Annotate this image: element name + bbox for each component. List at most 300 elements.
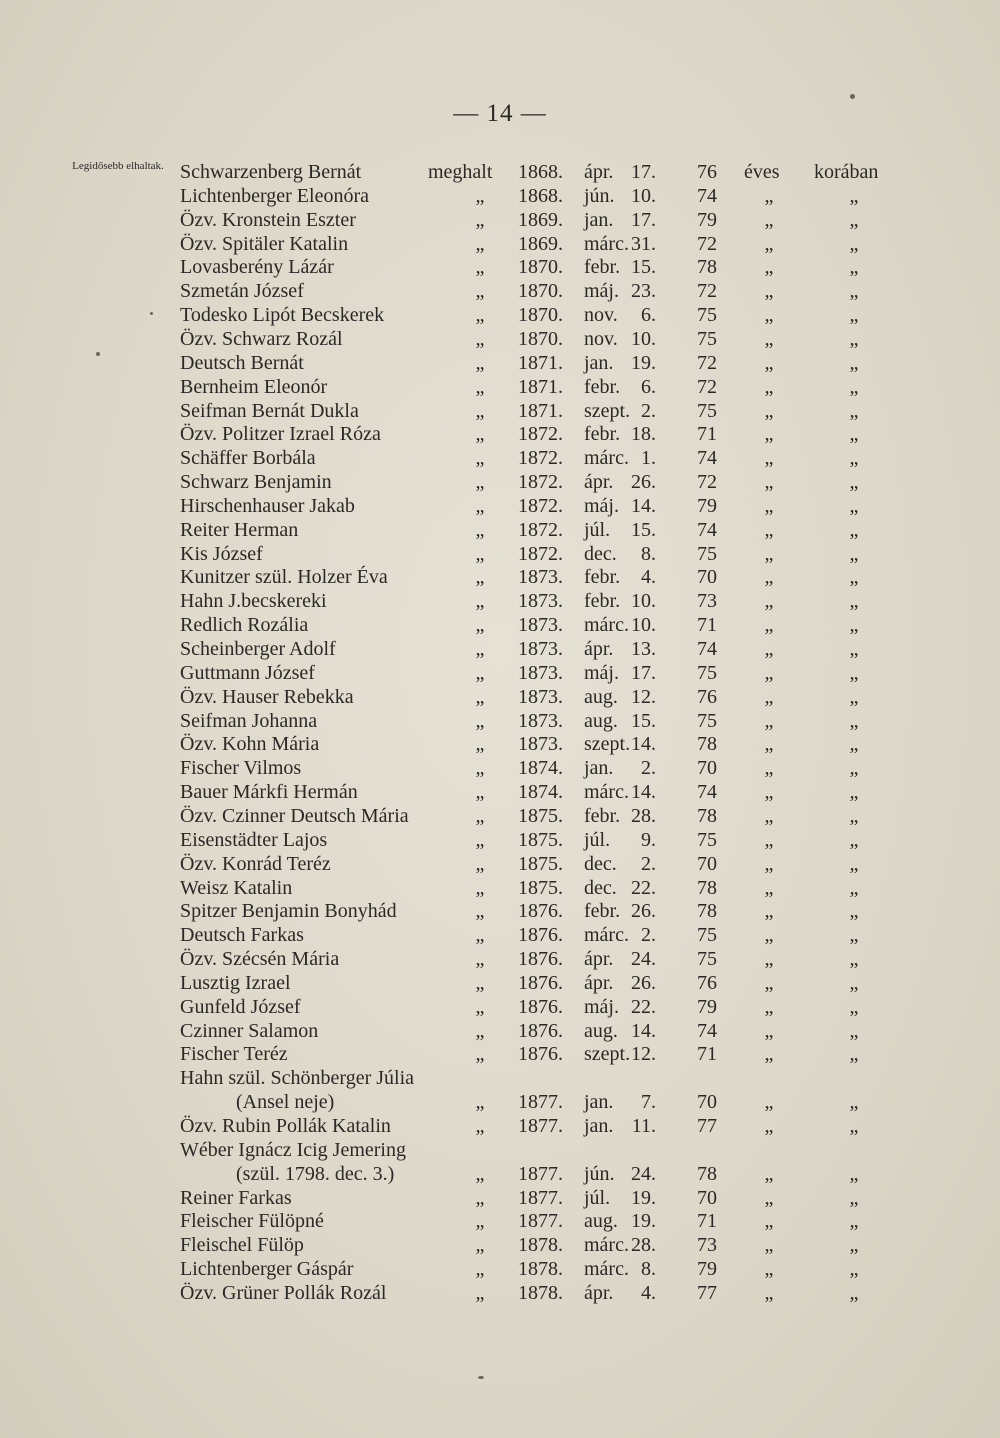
ditto-mark: „: [764, 304, 774, 327]
death-year: 1871.: [518, 375, 563, 398]
record-name: (Ansel neje): [236, 1091, 335, 1114]
ditto-mark: „: [475, 1115, 485, 1137]
death-month: szept.: [584, 1043, 631, 1066]
death-month: márc.: [584, 924, 629, 947]
ditto-mark: „: [475, 494, 485, 517]
record-name: Wéber Ignácz Icig Jemering: [180, 1138, 406, 1161]
ditto-mark: „: [764, 828, 774, 851]
ditto-mark: „: [849, 948, 859, 971]
ditto-mark: „: [475, 995, 485, 1018]
death-month: júl.: [584, 828, 611, 851]
death-month: jan.: [584, 208, 614, 231]
age-at-death: 76: [697, 161, 717, 183]
record-name: Seifman Bernát Dukla: [180, 399, 359, 422]
death-day: 13.: [631, 638, 656, 660]
ditto-mark: „: [475, 852, 485, 875]
death-year: 1878.: [518, 1281, 563, 1304]
record-row: [0, 565, 1000, 589]
record-row: [0, 542, 1000, 566]
death-day: 17.: [631, 161, 656, 183]
ditto-mark: „: [475, 1210, 485, 1233]
death-day: 11.: [631, 1115, 656, 1137]
death-month: dec.: [584, 876, 617, 899]
age-at-death: 78: [697, 256, 717, 279]
record-name: Özv. Szécsén Mária: [180, 948, 340, 971]
ditto-mark: „: [475, 781, 485, 804]
ditto-mark: „: [475, 900, 485, 923]
record-row: [0, 351, 1000, 375]
ditto-mark: „: [475, 971, 485, 994]
death-month: febr.: [584, 375, 621, 398]
death-month: márc.: [584, 447, 629, 470]
record-row: [0, 780, 1000, 804]
death-day: 26.: [631, 971, 656, 994]
record-name: Özv. Konrád Teréz: [180, 852, 331, 875]
record-name: Lichtenberger Gáspár: [180, 1258, 354, 1281]
ditto-mark: „: [764, 614, 774, 637]
record-row: [0, 971, 1000, 995]
ditto-mark: „: [764, 423, 774, 446]
death-month: aug.: [584, 685, 618, 708]
death-month: jan.: [584, 1115, 614, 1137]
death-year: 1873.: [518, 661, 563, 684]
ditto-mark: „: [475, 876, 485, 899]
ditto-mark: „: [475, 1162, 485, 1185]
death-day: 17.: [631, 208, 656, 231]
record-name: Szmetán József: [180, 280, 304, 303]
ditto-mark: „: [849, 256, 859, 279]
age-at-death: 78: [697, 900, 717, 923]
ditto-mark: „: [849, 828, 859, 851]
age-at-death: 78: [697, 876, 717, 899]
age-at-death: 70: [697, 1091, 717, 1114]
record-row: [0, 852, 1000, 876]
record-name: Lovasberény Lázár: [180, 256, 334, 279]
record-name: Özv. Schwarz Rozál: [180, 327, 343, 350]
ditto-mark: „: [849, 423, 859, 446]
record-row: [0, 494, 1000, 518]
ditto-mark: „: [475, 1091, 485, 1114]
ditto-mark: „: [764, 494, 774, 517]
ditto-mark: „: [764, 566, 774, 589]
age-at-death: 75: [697, 948, 717, 971]
record-row: [0, 613, 1000, 637]
age-at-death: 75: [697, 542, 717, 565]
death-day: 2.: [641, 924, 656, 947]
death-month: aug.: [584, 1210, 618, 1233]
age-at-death: 70: [697, 757, 717, 780]
ditto-mark: „: [764, 1210, 774, 1233]
record-row: [0, 1186, 1000, 1210]
death-day: 4.: [641, 566, 656, 589]
record-name: Özv. Czinner Deutsch Mária: [180, 804, 409, 827]
age-at-death: 73: [697, 1234, 717, 1257]
record-row: [0, 1138, 1000, 1162]
ditto-mark: „: [849, 590, 859, 613]
age-at-death: 72: [697, 351, 717, 374]
age-at-death: 75: [697, 661, 717, 684]
age-at-death: 77: [697, 1115, 717, 1137]
death-month: jan.: [584, 351, 614, 374]
ink-speck: [478, 1376, 484, 1379]
ditto-mark: „: [849, 638, 859, 660]
record-row: [0, 327, 1000, 351]
death-day: 6.: [641, 375, 656, 398]
ditto-mark: „: [475, 828, 485, 851]
death-year: 1872.: [518, 471, 563, 494]
record-name: Özv. Politzer Izrael Róza: [180, 423, 381, 446]
death-day: 4.: [641, 1281, 656, 1304]
ditto-mark: „: [849, 757, 859, 780]
death-day: 10.: [631, 614, 656, 637]
ditto-mark: „: [764, 1115, 774, 1137]
ink-speck: [96, 352, 100, 356]
death-year: 1875.: [518, 804, 563, 827]
age-at-death: 76: [697, 971, 717, 994]
death-year: 1872.: [518, 518, 563, 541]
ditto-mark: „: [849, 614, 859, 637]
ditto-mark: „: [849, 184, 859, 207]
death-month: nov.: [584, 327, 618, 350]
ditto-mark: „: [764, 757, 774, 780]
ditto-mark: „: [475, 1019, 485, 1042]
ditto-mark: „: [475, 733, 485, 756]
age-at-death: 74: [697, 1019, 717, 1042]
record-row: [0, 1257, 1000, 1281]
ditto-mark: „: [764, 661, 774, 684]
record-row: [0, 804, 1000, 828]
ditto-mark: „: [764, 1019, 774, 1042]
death-day: 2.: [641, 852, 656, 875]
record-name: Weisz Katalin: [180, 876, 293, 899]
death-year: 1875.: [518, 828, 563, 851]
age-at-death: 78: [697, 1162, 717, 1185]
age-at-death: 70: [697, 852, 717, 875]
death-year: 1875.: [518, 852, 563, 875]
death-day: 24.: [631, 1162, 656, 1185]
record-row: [0, 422, 1000, 446]
death-year: 1873.: [518, 638, 563, 660]
ditto-mark: „: [849, 280, 859, 303]
record-name: Özv. Hauser Rebekka: [180, 685, 354, 708]
death-day: 23.: [631, 280, 656, 303]
death-day: 12.: [631, 1043, 656, 1066]
age-at-death: 72: [697, 471, 717, 494]
ditto-mark: „: [764, 1258, 774, 1281]
ditto-mark: „: [849, 995, 859, 1018]
ditto-mark: „: [475, 590, 485, 613]
record-name: Gunfeld József: [180, 995, 301, 1018]
record-name: Redlich Rozália: [180, 614, 309, 637]
record-row: [0, 995, 1000, 1019]
ditto-mark: „: [764, 542, 774, 565]
death-day: 24.: [631, 948, 656, 971]
death-year: 1868.: [518, 161, 563, 183]
ditto-mark: „: [764, 1281, 774, 1304]
age-at-death: 75: [697, 399, 717, 422]
age-at-death: 74: [697, 638, 717, 660]
death-year: 1875.: [518, 876, 563, 899]
record-name: Reiner Farkas: [180, 1186, 292, 1209]
ditto-mark: „: [849, 1281, 859, 1304]
ditto-mark: „: [764, 1162, 774, 1185]
age-at-death: 70: [697, 566, 717, 589]
ditto-mark: „: [764, 804, 774, 827]
record-row: [0, 303, 1000, 327]
ditto-mark: „: [849, 1186, 859, 1209]
ditto-mark: „: [764, 399, 774, 422]
death-year: 1868.: [518, 184, 563, 207]
death-year: 1876.: [518, 948, 563, 971]
death-month: máj.: [584, 280, 619, 303]
ditto-mark: „: [849, 876, 859, 899]
record-row: [0, 1019, 1000, 1043]
ditto-mark: „: [475, 1234, 485, 1257]
death-month: nov.: [584, 304, 618, 327]
ditto-mark: „: [764, 852, 774, 875]
ditto-mark: „: [849, 1162, 859, 1185]
ditto-mark: „: [475, 614, 485, 637]
death-year: 1877.: [518, 1115, 563, 1137]
death-year: 1873.: [518, 685, 563, 708]
ditto-mark: „: [475, 661, 485, 684]
death-day: 8.: [641, 542, 656, 565]
death-month: febr.: [584, 423, 621, 446]
ditto-mark: „: [475, 709, 485, 732]
age-at-death: 74: [697, 518, 717, 541]
record-name: Deutsch Bernát: [180, 351, 304, 374]
ditto-mark: „: [475, 280, 485, 303]
record-row: [0, 1233, 1000, 1257]
ditto-mark: „: [475, 1258, 485, 1281]
record-name: Reiter Herman: [180, 518, 299, 541]
age-at-death: 74: [697, 184, 717, 207]
record-name: Fischer Teréz: [180, 1043, 288, 1066]
age-at-death: 74: [697, 447, 717, 470]
ditto-mark: „: [849, 900, 859, 923]
record-name: Hahn J.becskereki: [180, 590, 327, 613]
record-name: Schwarz Benjamin: [180, 471, 332, 494]
record-name: Özv. Rubin Pollák Katalin: [180, 1115, 391, 1137]
age-at-death: 76: [697, 685, 717, 708]
record-name: Özv. Kronstein Eszter: [180, 208, 356, 231]
ditto-mark: „: [849, 327, 859, 350]
ditto-mark: „: [764, 447, 774, 470]
ditto-mark: „: [764, 948, 774, 971]
ditto-mark: „: [849, 709, 859, 732]
record-row: [0, 255, 1000, 279]
ditto-mark: „: [475, 471, 485, 494]
death-day: 10.: [631, 590, 656, 613]
death-month: júl.: [584, 1186, 611, 1209]
death-month: ápr.: [584, 948, 614, 971]
death-year: 1877.: [518, 1186, 563, 1209]
ditto-mark: „: [849, 1019, 859, 1042]
death-month: febr.: [584, 900, 621, 923]
death-day: 8.: [641, 1258, 656, 1281]
death-month: jún.: [584, 184, 615, 207]
age-at-death: 73: [697, 590, 717, 613]
ditto-mark: „: [475, 1281, 485, 1304]
record-row: [0, 208, 1000, 232]
ditto-mark: „: [764, 781, 774, 804]
death-day: 15.: [631, 709, 656, 732]
death-year: 1869.: [518, 208, 563, 231]
age-at-death: 71: [697, 423, 717, 446]
death-day: 14.: [631, 494, 656, 517]
record-name: Lichtenberger Eleonóra: [180, 184, 369, 207]
death-day: 28.: [631, 804, 656, 827]
record-name: Todesko Lipót Becskerek: [180, 304, 385, 327]
death-year: 1872.: [518, 447, 563, 470]
ditto-mark: „: [475, 542, 485, 565]
ditto-mark: „: [849, 232, 859, 255]
death-day: 1.: [641, 447, 656, 470]
death-year: 1877.: [518, 1091, 563, 1114]
death-month: aug.: [584, 709, 618, 732]
record-name: Deutsch Farkas: [180, 924, 304, 947]
death-year: 1876.: [518, 924, 563, 947]
ditto-mark: „: [849, 566, 859, 589]
ditto-mark: „: [764, 184, 774, 207]
ditto-mark: „: [849, 1234, 859, 1257]
ditto-mark: „: [475, 208, 485, 231]
death-day: 18.: [631, 423, 656, 446]
death-month: jún.: [584, 1162, 615, 1185]
death-year: 1871.: [518, 399, 563, 422]
death-year: 1876.: [518, 995, 563, 1018]
ditto-mark: „: [849, 1258, 859, 1281]
ditto-mark: „: [764, 1234, 774, 1257]
ditto-mark: „: [475, 924, 485, 947]
record-name: Bauer Márkfi Hermán: [180, 781, 358, 804]
death-day: 19.: [631, 351, 656, 374]
record-row: [0, 518, 1000, 542]
record-row: [0, 470, 1000, 494]
death-month: márc.: [584, 1258, 629, 1281]
ditto-mark: „: [849, 924, 859, 947]
ditto-mark: „: [764, 1186, 774, 1209]
death-year: 1874.: [518, 757, 563, 780]
record-row: [0, 637, 1000, 661]
ditto-mark: „: [764, 638, 774, 660]
ditto-mark: „: [849, 208, 859, 231]
death-day: 31.: [631, 232, 656, 255]
death-month: márc.: [584, 1234, 629, 1257]
death-month: febr.: [584, 804, 621, 827]
record-row: [0, 184, 1000, 208]
age-at-death: 70: [697, 1186, 717, 1209]
death-month: dec.: [584, 542, 617, 565]
death-day: 15.: [631, 518, 656, 541]
ditto-mark: „: [849, 399, 859, 422]
death-year: 1872.: [518, 423, 563, 446]
age-at-death: 71: [697, 1210, 717, 1233]
death-year: 1877.: [518, 1162, 563, 1185]
record-name: Kunitzer szül. Holzer Éva: [180, 566, 388, 589]
record-row: [0, 446, 1000, 470]
ditto-mark: „: [475, 948, 485, 971]
side-note: Legidősebb elhaltak.: [72, 160, 164, 172]
age-at-death: 79: [697, 494, 717, 517]
death-day: 10.: [631, 184, 656, 207]
ditto-mark: „: [475, 757, 485, 780]
died-word: meghalt: [428, 161, 493, 183]
record-name: Hahn szül. Schönberger Júlia: [180, 1067, 415, 1090]
record-name: Fischer Vilmos: [180, 757, 302, 780]
death-day: 7.: [641, 1091, 656, 1114]
ditto-mark: „: [764, 709, 774, 732]
age-at-death: 74: [697, 781, 717, 804]
age-at-death: 72: [697, 232, 717, 255]
death-year: 1876.: [518, 1019, 563, 1042]
death-day: 15.: [631, 256, 656, 279]
age-at-death: 79: [697, 995, 717, 1018]
record-name: Spitzer Benjamin Bonyhád: [180, 900, 397, 923]
ditto-mark: „: [764, 375, 774, 398]
ditto-mark: „: [475, 304, 485, 327]
death-day: 19.: [631, 1210, 656, 1233]
age-at-death: 75: [697, 304, 717, 327]
death-day: 10.: [631, 327, 656, 350]
record-row: [0, 399, 1000, 423]
age-at-death: 79: [697, 1258, 717, 1281]
death-month: jan.: [584, 1091, 614, 1114]
ditto-mark: „: [764, 733, 774, 756]
record-row: [0, 756, 1000, 780]
ditto-mark: „: [849, 518, 859, 541]
ditto-mark: „: [764, 900, 774, 923]
death-month: ápr.: [584, 471, 614, 494]
ditto-mark: „: [475, 256, 485, 279]
record-name: (szül. 1798. dec. 3.): [236, 1162, 395, 1185]
ditto-mark: „: [849, 661, 859, 684]
ditto-mark: „: [849, 852, 859, 875]
record-row: [0, 1209, 1000, 1233]
ditto-mark: „: [849, 733, 859, 756]
death-year: 1877.: [518, 1210, 563, 1233]
ditto-mark: „: [849, 971, 859, 994]
record-row: [0, 732, 1000, 756]
record-row: [0, 1162, 1000, 1186]
record-name: Bernheim Eleonór: [180, 375, 328, 398]
age-at-death: 72: [697, 280, 717, 303]
ditto-mark: „: [849, 781, 859, 804]
ditto-mark: „: [475, 804, 485, 827]
ditto-mark: „: [849, 375, 859, 398]
death-month: máj.: [584, 661, 619, 684]
record-name: Özv. Kohn Mária: [180, 733, 320, 756]
record-row: [0, 1066, 1000, 1090]
death-day: 12.: [631, 685, 656, 708]
ditto-mark: „: [849, 471, 859, 494]
ditto-mark: „: [475, 375, 485, 398]
record-row: [0, 375, 1000, 399]
death-year: 1870.: [518, 256, 563, 279]
death-month: szept.: [584, 733, 631, 756]
age-at-death: 79: [697, 208, 717, 231]
ditto-mark: „: [849, 494, 859, 517]
death-month: febr.: [584, 256, 621, 279]
ditto-mark: „: [475, 447, 485, 470]
death-month: ápr.: [584, 161, 614, 183]
death-day: 2.: [641, 757, 656, 780]
ditto-mark: „: [764, 1091, 774, 1114]
ditto-mark: „: [475, 1043, 485, 1066]
death-month: febr.: [584, 590, 621, 613]
age-at-death: 78: [697, 804, 717, 827]
record-row: [0, 661, 1000, 685]
